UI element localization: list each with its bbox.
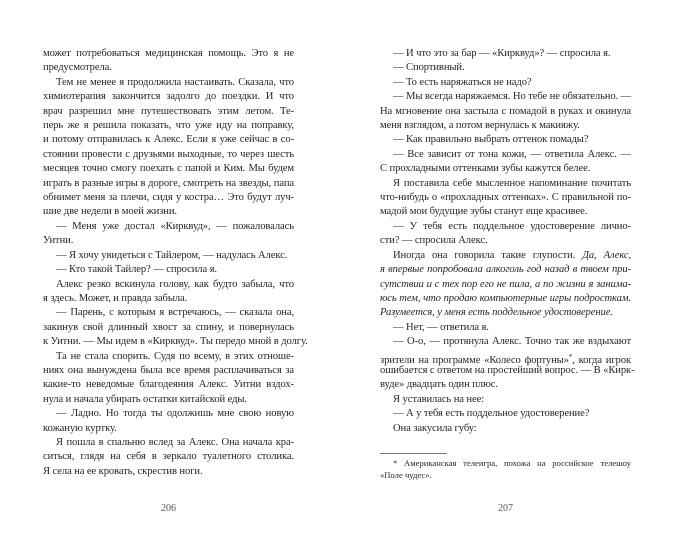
text-run: Та не стала спорить. Судя по всему, в этих отноше- bbox=[56, 350, 294, 362]
page-number: 207 bbox=[498, 503, 513, 514]
text-run: юсь тем, что продаю компьютерные игры подросткам. bbox=[380, 292, 631, 304]
text-run: может потребоваться медицинская помощь. Это я не bbox=[43, 48, 294, 59]
text-line bbox=[380, 249, 631, 263]
text-run: — Кто такой Тайлер? — спросила я. bbox=[56, 264, 217, 276]
text-line bbox=[43, 450, 294, 464]
text-line bbox=[43, 119, 294, 133]
text-run: — Нет, — ответила я. bbox=[393, 321, 489, 333]
text-line bbox=[43, 105, 294, 119]
text-run: — И что это за бар — «Кирквуд»? — спросила я. bbox=[393, 48, 611, 59]
text-run: Иногда она говорила такие глупости. bbox=[393, 249, 583, 261]
text-run: Тем не менее я продолжила настаивать. Сказала, что bbox=[56, 76, 294, 88]
text-line bbox=[43, 191, 294, 205]
text-line bbox=[43, 249, 294, 263]
footnote-marker: * bbox=[568, 352, 573, 361]
text-run: Алекс резко вскинула голову, как будто забыла, что bbox=[56, 278, 294, 290]
text-line bbox=[43, 278, 294, 292]
text-run: Я села на ее кровать, скрестив ноги. bbox=[43, 465, 203, 477]
text-line bbox=[380, 205, 631, 219]
text-run: Да, Алекс, bbox=[582, 249, 631, 261]
text-line bbox=[380, 220, 631, 234]
text-run: — Ладно. Но тогда ты одолжишь мне свою новую bbox=[56, 408, 294, 420]
page-text bbox=[43, 47, 308, 479]
text-line bbox=[380, 393, 631, 407]
text-run: ситься, глядя на себя в зеркало туалетного столика. bbox=[43, 451, 294, 463]
text-line bbox=[380, 378, 631, 392]
text-line bbox=[380, 47, 631, 61]
text-line bbox=[43, 76, 294, 90]
text-line bbox=[380, 306, 631, 320]
text-run: врач разрешил мне путешествовать этим летом. Те- bbox=[43, 105, 294, 117]
text-line bbox=[380, 191, 631, 205]
text-run: Я пошла в спальню вслед за Алекс. Она начала кра- bbox=[56, 436, 294, 448]
text-line bbox=[43, 177, 294, 191]
text-line bbox=[380, 335, 631, 349]
text-line bbox=[43, 436, 294, 450]
text-run: ошибается с ответом на простейший вопрос. — В «Кирк- bbox=[380, 364, 635, 376]
text-line bbox=[43, 422, 294, 436]
text-run: На мгновение она застыла с помадой в руках и окинула bbox=[380, 105, 631, 117]
text-run: сутствии и с тех пор его не пила, а по жизни я занима- bbox=[380, 278, 631, 290]
text-line bbox=[380, 350, 631, 364]
text-run: что-нибудь о «прохладных оттенках». С правильной по- bbox=[380, 192, 631, 204]
text-run: зрители на программе «Колесо фортуны» bbox=[380, 354, 569, 366]
text-run: меня взглядом, а потом вернулась к макияжу. bbox=[380, 120, 580, 132]
text-line bbox=[380, 177, 631, 191]
text-run: , когда игрок bbox=[572, 354, 632, 366]
text-run: и потому отправилась к Алекс. Если я уже сейчас в со- bbox=[43, 134, 294, 146]
text-run: — Все зависит от тона кожи, — ответила Алекс. — bbox=[393, 148, 631, 160]
text-run: Уитни. bbox=[43, 235, 74, 247]
text-line bbox=[43, 133, 294, 147]
text-line bbox=[380, 422, 631, 436]
text-line bbox=[43, 378, 294, 392]
text-run: — Мы всегда наряжаемся. Но тебе не обязательно. — bbox=[393, 91, 632, 103]
text-line bbox=[43, 47, 294, 61]
text-line bbox=[380, 278, 631, 292]
text-line bbox=[43, 350, 294, 364]
text-line bbox=[380, 263, 631, 277]
page-number: 206 bbox=[161, 503, 176, 514]
text-run: закинув свой длинный хвост за спину, и повернулась bbox=[43, 321, 294, 333]
text-line bbox=[43, 465, 294, 479]
text-run: Она закусила губу: bbox=[393, 422, 477, 434]
text-line bbox=[380, 364, 635, 378]
text-line bbox=[43, 292, 294, 306]
page-text bbox=[380, 47, 635, 436]
text-run: вуде» двадцать один плюс. bbox=[380, 379, 498, 391]
text-run: — Спортивный. bbox=[393, 62, 465, 74]
text-line bbox=[380, 148, 631, 162]
text-line bbox=[380, 162, 631, 176]
text-line bbox=[43, 306, 294, 320]
text-line bbox=[43, 407, 294, 421]
text-line bbox=[380, 292, 631, 306]
text-run: обнимет меня за плечи, сидя у костра… Это будут луч- bbox=[43, 192, 294, 204]
text-run: — Меня уже достал «Кирквуд», — пожаловалась bbox=[56, 220, 294, 232]
text-line bbox=[43, 162, 294, 176]
text-line bbox=[380, 133, 631, 147]
text-line bbox=[380, 105, 631, 119]
footnote-line: * Американская телеигра, похожа на российское телешоу bbox=[393, 458, 631, 468]
text-run: Разумеется, у меня есть поддельное удостоверение. bbox=[380, 307, 613, 319]
text-run: — А у тебя есть поддельное удостоверение? bbox=[393, 408, 590, 420]
text-line bbox=[43, 205, 294, 219]
text-line bbox=[380, 119, 631, 133]
text-run: — Парень, с которым я встречаюсь, — сказала она, bbox=[56, 307, 294, 319]
text-line bbox=[43, 335, 308, 349]
text-run: кожаную куртку. bbox=[43, 422, 117, 434]
text-run: — Я хочу увидеться с Тайлером, — надулась Алекс. bbox=[56, 249, 288, 261]
text-line bbox=[380, 61, 631, 75]
footnote bbox=[380, 458, 631, 481]
text-line bbox=[43, 364, 294, 378]
text-line bbox=[380, 90, 631, 104]
text-run: перь же я решила показать, что уже иду на поправку, bbox=[43, 120, 294, 132]
text-line bbox=[380, 407, 631, 421]
text-line bbox=[43, 393, 294, 407]
text-line bbox=[43, 263, 294, 277]
text-run: ниях она вынуждена была все время расплачиваться за bbox=[43, 364, 294, 376]
text-run: Я поставила себе мысленное напоминание почитать bbox=[393, 177, 631, 189]
footnote-line: «Поле чудес». bbox=[380, 469, 432, 480]
text-run: месяцев точно смогу поехать с папой и Ким. Мы будем bbox=[43, 163, 294, 175]
text-line bbox=[43, 90, 294, 104]
text-run: — У тебя есть поддельное удостоверение лично- bbox=[393, 220, 631, 232]
text-run: шие две недели в моей жизни. bbox=[43, 206, 177, 218]
text-line bbox=[380, 321, 631, 335]
text-line bbox=[380, 234, 631, 248]
text-run: какие-то неведомые благодеяния Алекс. Уитни вздох- bbox=[43, 379, 294, 391]
text-run: С прохладными оттенками зубы кажутся белее. bbox=[380, 163, 591, 175]
text-run: химиотерапия закончится задолго до поездки. И что bbox=[43, 91, 294, 103]
text-line bbox=[380, 76, 631, 90]
text-run: стоянии провести с друзьями выходные, то через шесть bbox=[43, 148, 294, 160]
text-run: — Как правильно выбрать оттенок помады? bbox=[393, 134, 589, 146]
text-line bbox=[43, 61, 294, 75]
text-line bbox=[43, 321, 294, 335]
text-run: мадой мои будущие зубы станут еще красивее. bbox=[380, 206, 588, 218]
text-run: я впервые попробовала алкоголь год назад в твоем при- bbox=[380, 264, 631, 276]
footnote-divider bbox=[380, 453, 447, 454]
page-right bbox=[337, 0, 674, 539]
text-run: — О-о, — протянула Алекс. Точно так же вздыхают bbox=[393, 336, 631, 348]
text-run: нула и начала убирать остатки китайской еды. bbox=[43, 393, 247, 405]
text-run: играть в разные игры в дороге, смотреть на звезды, папа bbox=[43, 177, 294, 189]
text-run: предусмотрела. bbox=[43, 62, 112, 74]
text-run: я здесь. Может, и правда забыла. bbox=[43, 292, 188, 304]
text-line bbox=[43, 148, 294, 162]
text-run: к Уитни. — Мы идем в «Кирквуд». Ты передо мной в долгу. bbox=[43, 336, 308, 348]
text-run: Я уставилась на нее: bbox=[393, 393, 485, 405]
text-run: сти? — спросила Алекс. bbox=[380, 235, 488, 247]
text-run: — То есть наряжаться не надо? bbox=[393, 76, 532, 88]
text-line bbox=[43, 234, 294, 248]
text-line bbox=[43, 220, 294, 234]
